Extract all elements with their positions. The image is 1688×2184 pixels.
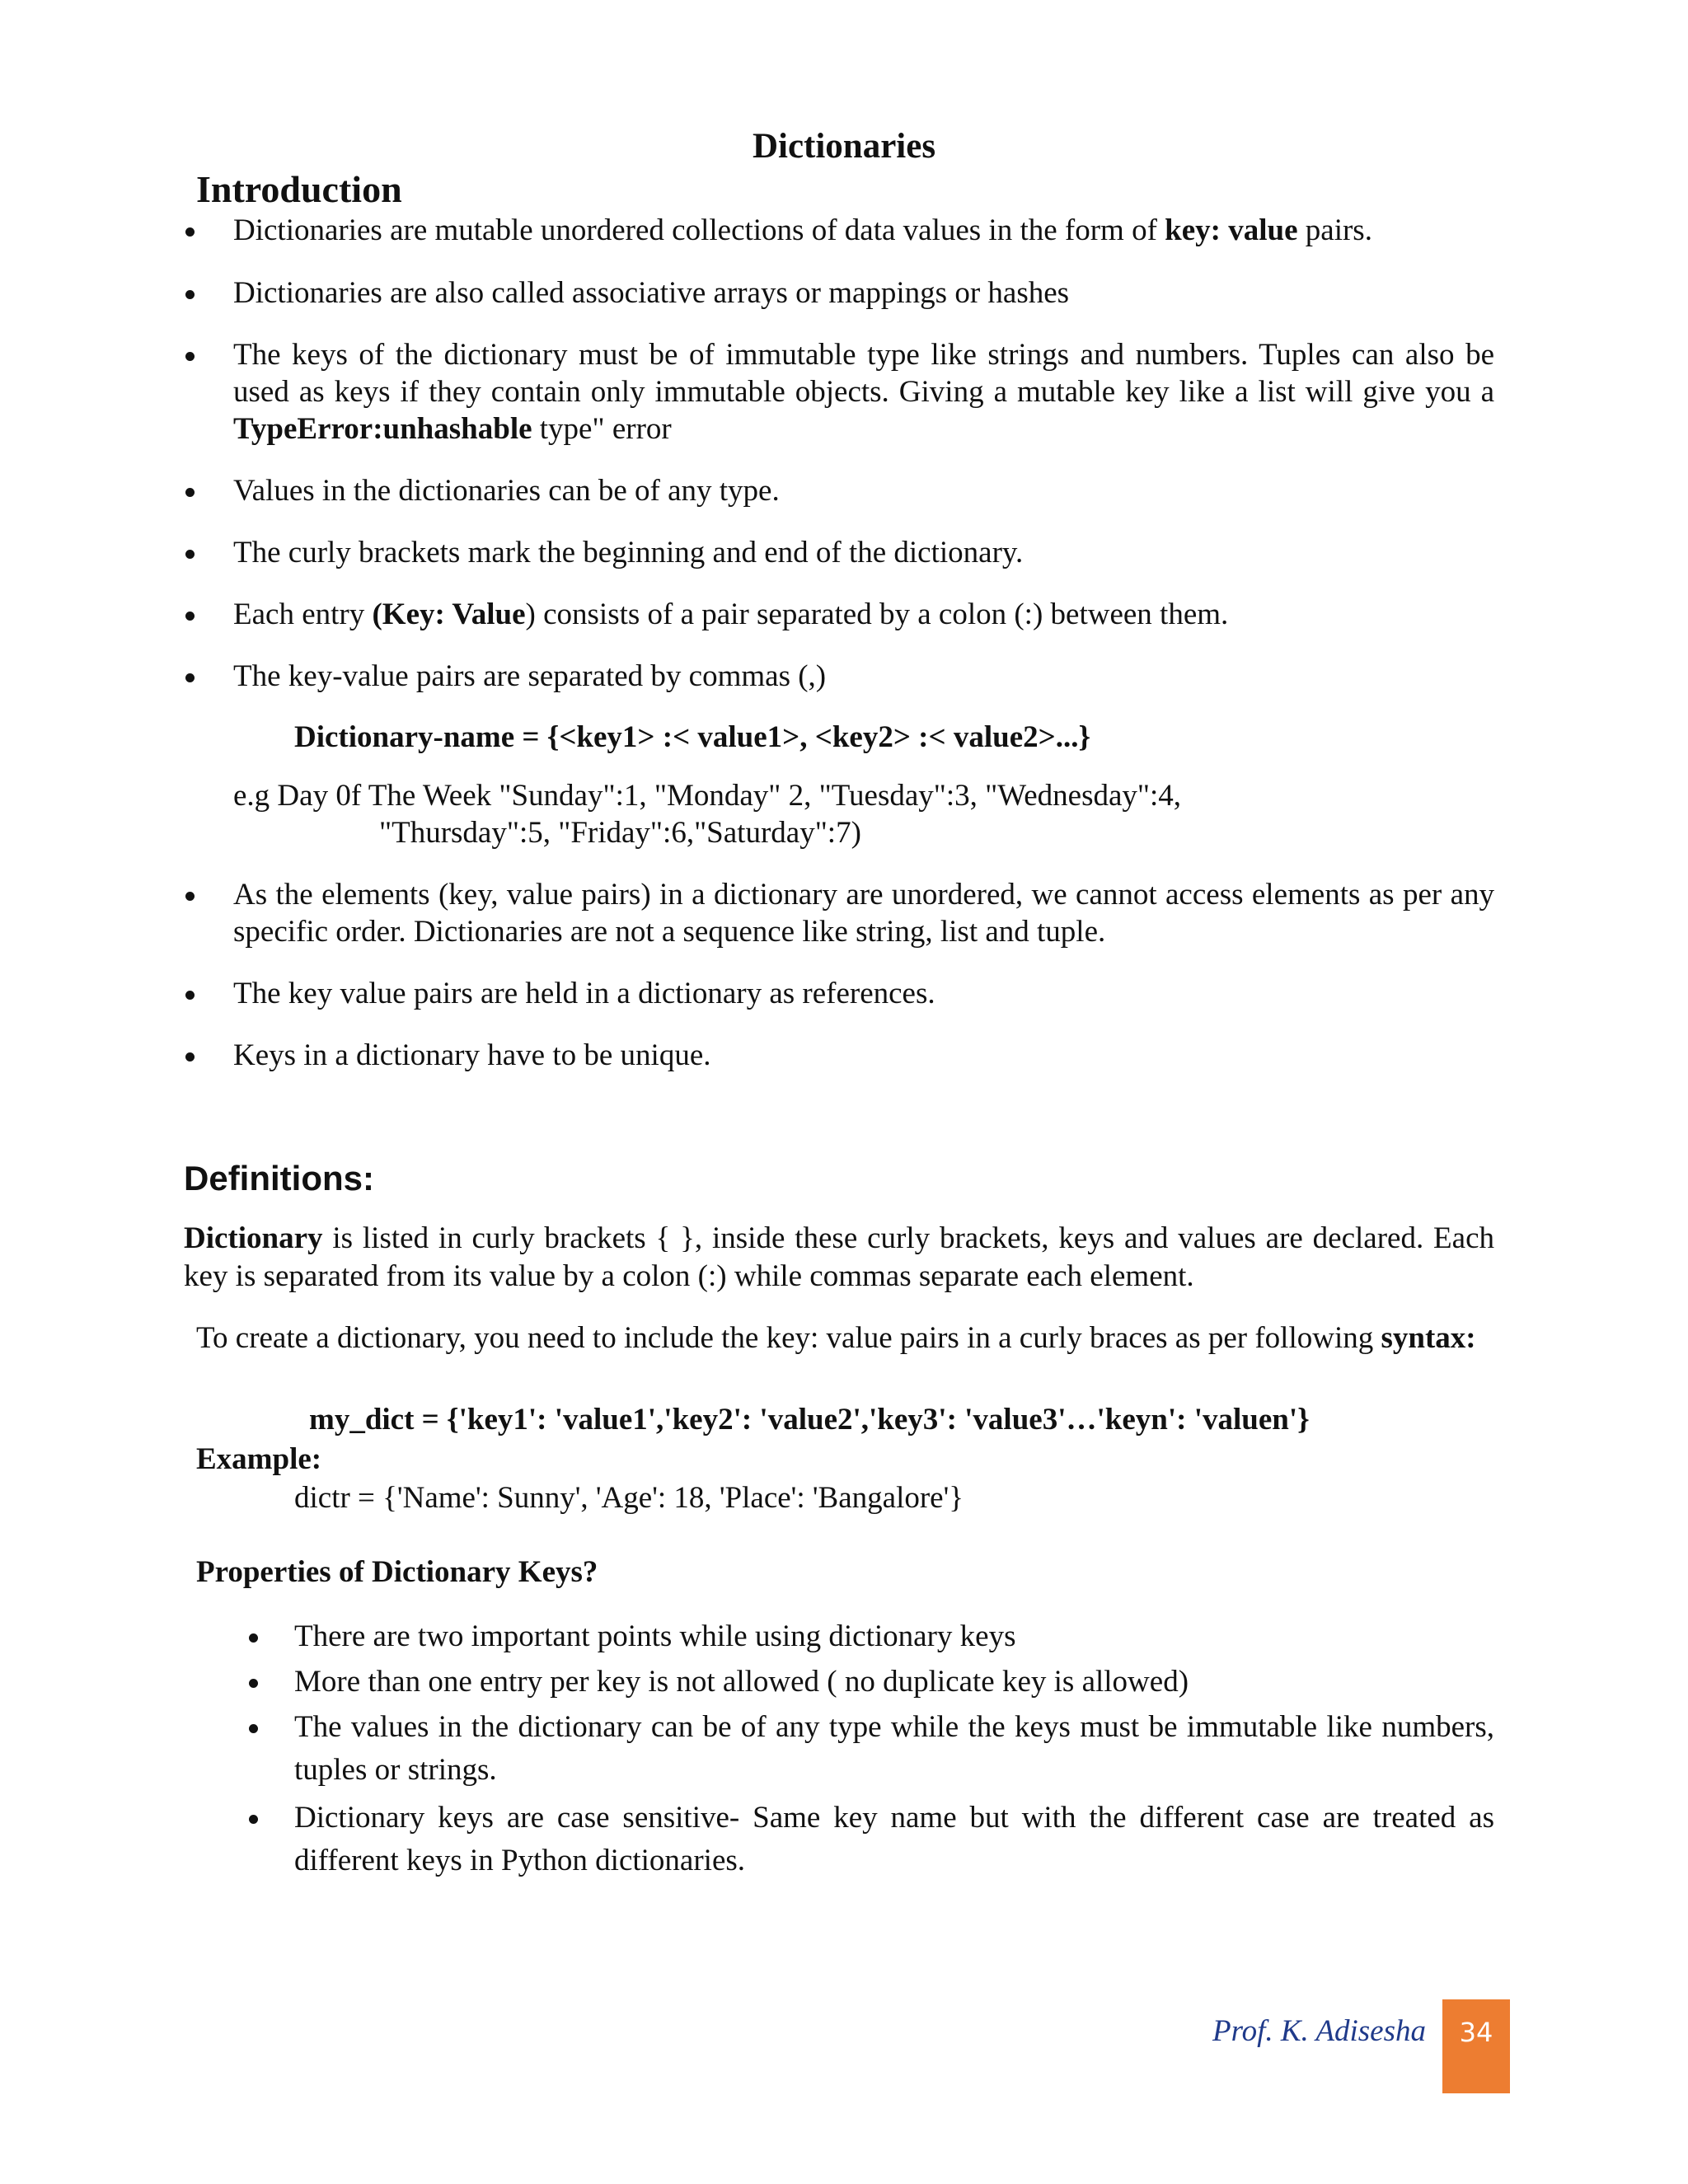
bullet-icon — [185, 673, 195, 682]
introduction-heading: Introduction — [196, 168, 402, 210]
list-item-text: Dictionaries are also called associative arrays or mappings or hashes — [233, 276, 1070, 310]
list-item-text: The curly brackets mark the beginning and end of the dictionary. — [233, 536, 1024, 569]
list-item-text: Keys in a dictionary have to be unique. — [233, 1038, 711, 1072]
bullet-icon — [185, 227, 195, 237]
definition-paragraph: Dictionary is listed in curly brackets { }, inside these curly brackets, keys and values are declared. Each key is separated from its value by a colon (:) while commas separate each element. — [184, 1221, 1494, 1293]
bullet-icon — [185, 290, 195, 299]
list-item-text: Dictionary keys are case sensitive- Same key name but with the different case are treated as different keys in Python dictionaries. — [294, 1801, 1494, 1877]
syntax-line: Dictionary-name = {<key1> :< value1>, <key2> :< value2>...} — [294, 720, 1091, 754]
definitions-heading: Definitions: — [184, 1159, 374, 1197]
properties-heading: Properties of Dictionary Keys? — [196, 1555, 598, 1589]
list-item-text: The key-value pairs are separated by commas (,) — [233, 659, 827, 693]
syntax-code: my_dict = {'key1': 'value1','key2': 'value2','key3': 'value3'…'keyn': 'valuen'} — [309, 1403, 1310, 1436]
bullet-icon — [185, 892, 195, 901]
example-line: e.g Day 0f The Week "Sunday":1, "Monday" 2, "Tuesday":3, "Wednesday":4, — [233, 779, 1182, 813]
bullet-icon — [249, 1633, 258, 1643]
bullet-icon — [249, 1724, 258, 1733]
bullet-icon — [185, 352, 195, 361]
bullet-icon — [185, 488, 195, 497]
page-number: 34 — [1459, 2017, 1493, 2048]
list-item-text: Each entry (Key: Value) consists of a pair separated by a colon (:) between them. — [233, 598, 1229, 631]
create-paragraph: To create a dictionary, you need to include the key: value pairs in a curly braces as per following syntax: — [196, 1321, 1476, 1355]
list-item-text: Values in the dictionaries can be of any type. — [233, 474, 780, 508]
list-item-text: Dictionaries are mutable unordered collections of data values in the form of key: value pairs. — [233, 213, 1372, 247]
bullet-icon — [185, 991, 195, 1000]
bullet-icon — [185, 1052, 195, 1062]
list-item-text: The values in the dictionary can be of any type while the keys must be immutable like numbers, tuples or strings. — [294, 1710, 1494, 1787]
example-code: dictr = {'Name': Sunny', 'Age': 18, 'Place': 'Bangalore'} — [294, 1481, 964, 1515]
example-label: Example: — [196, 1442, 322, 1476]
page-title: Dictionaries — [752, 127, 936, 166]
list-item-text: The key value pairs are held in a dictionary as references. — [233, 977, 935, 1010]
list-item-text: The keys of the dictionary must be of immutable type like strings and numbers. Tuples can also be used as keys if they contain only immutable objects. Giving a mutable key like a list will give you a TypeError:unhashable type" error — [233, 338, 1494, 446]
list-item-text: More than one entry per key is not allowed ( no duplicate key is allowed) — [294, 1665, 1189, 1699]
bullet-icon — [185, 612, 195, 621]
footer-author: Prof. K. Adisesha — [1212, 2014, 1426, 2048]
bullet-icon — [249, 1679, 258, 1688]
bullet-icon — [249, 1815, 258, 1824]
example-line-continued: "Thursday":5, "Friday":6,"Saturday":7) — [379, 816, 861, 850]
bullet-icon — [185, 550, 195, 559]
list-item-text: There are two important points while using dictionary keys — [294, 1619, 1016, 1653]
list-item-text: As the elements (key, value pairs) in a dictionary are unordered, we cannot access elements as per any specific order. Dictionaries are not a sequence like string, list and tuple. — [233, 878, 1494, 949]
